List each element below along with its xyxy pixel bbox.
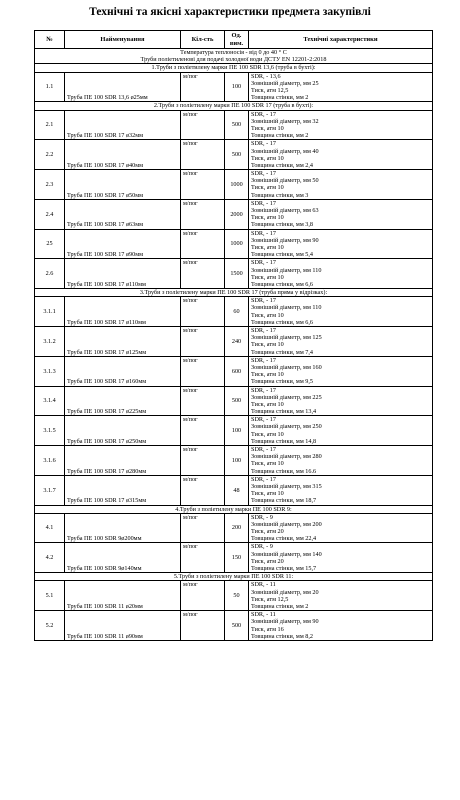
item-number: 3.1.4 bbox=[35, 386, 65, 416]
header-specifications: Технічні характеристики bbox=[249, 31, 433, 49]
table-row bbox=[35, 581, 433, 611]
spec-line: Тиск, атм 10 bbox=[251, 311, 284, 319]
item-specifications bbox=[249, 386, 433, 416]
item-specifications bbox=[249, 170, 433, 200]
spec-line: Зовнішній діаметр, мм 200 bbox=[251, 520, 322, 528]
item-name: Труба ПЕ 100 SDR 9ø140мм bbox=[65, 543, 181, 573]
item-name: Труба ПЕ 100 SDR 17 ø125мм bbox=[65, 327, 181, 357]
spec-line: SDR, - 17 bbox=[251, 356, 276, 364]
section-title-row bbox=[35, 573, 433, 581]
specification-table bbox=[34, 30, 433, 641]
spec-line: Товщина стінки, мм 2 bbox=[251, 602, 309, 610]
item-name: Труба ПЕ 100 SDR 17 ø32мм bbox=[65, 110, 181, 140]
item-specifications bbox=[249, 199, 433, 229]
item-specifications bbox=[249, 356, 433, 386]
item-number: 5.1 bbox=[35, 581, 65, 611]
spec-line: SDR, - 9 bbox=[251, 543, 273, 551]
spec-line: Товщина стінки, мм 6,6 bbox=[251, 318, 314, 326]
item-specifications bbox=[249, 543, 433, 573]
document-title: Технічні та якісні характеристики предмета закупівлі bbox=[89, 6, 371, 18]
item-specifications bbox=[249, 110, 433, 140]
table-row bbox=[35, 229, 433, 259]
item-unit: м/пог bbox=[181, 229, 225, 259]
item-unit: м/пог bbox=[181, 446, 225, 476]
note-row bbox=[35, 49, 433, 64]
spec-line: Товщина стінки, мм 2 bbox=[251, 132, 309, 140]
item-name: Труба ПЕ 100 SDR 17 ø160мм bbox=[65, 356, 181, 386]
item-name: Труба ПЕ 100 SDR 11 ø20мм bbox=[65, 581, 181, 611]
spec-line: Товщина стінки, мм 14,8 bbox=[251, 437, 317, 445]
table-row bbox=[35, 199, 433, 229]
spec-line: Зовнішній діаметр, мм 125 bbox=[251, 334, 322, 342]
item-quantity: 500 bbox=[225, 386, 249, 416]
item-number: 2.4 bbox=[35, 199, 65, 229]
spec-line: Товщина стінки, мм 2 bbox=[251, 94, 309, 102]
spec-line: Зовнішній діаметр, мм 90 bbox=[251, 236, 319, 244]
spec-line: SDR, - 17 bbox=[251, 170, 276, 178]
spec-line: Тиск, атм 10 bbox=[251, 490, 284, 498]
spec-line: Зовнішній діаметр, мм 25 bbox=[251, 79, 319, 87]
spec-line: Тиск, атм 20 bbox=[251, 557, 284, 565]
table-header-row bbox=[35, 31, 433, 49]
spec-line: Тиск, атм 10 bbox=[251, 400, 284, 408]
spec-line: Тиск, атм 12,5 bbox=[251, 86, 289, 94]
item-unit: м/пог bbox=[181, 140, 225, 170]
spec-line: Тиск, атм 10 bbox=[251, 371, 284, 379]
item-quantity: 500 bbox=[225, 140, 249, 170]
item-name: Труба ПЕ 100 SDR 17 ø110мм bbox=[65, 297, 181, 327]
spec-line: Зовнішній діаметр, мм 110 bbox=[251, 266, 322, 274]
item-number: 3.1.7 bbox=[35, 475, 65, 505]
spec-line: Зовнішній діаметр, мм 110 bbox=[251, 304, 322, 312]
header-unit: Од. вим. bbox=[225, 31, 249, 49]
item-unit: м/пог bbox=[181, 356, 225, 386]
item-number: 2.2 bbox=[35, 140, 65, 170]
item-quantity: 48 bbox=[225, 475, 249, 505]
item-unit: м/пог bbox=[181, 170, 225, 200]
spec-line: SDR, - 17 bbox=[251, 199, 276, 207]
item-name: Труба ПЕ 100 SDR 17 ø63мм bbox=[65, 199, 181, 229]
spec-line: SDR, - 17 bbox=[251, 327, 276, 335]
spec-line: Товщина стінки, мм 6,6 bbox=[251, 280, 314, 288]
item-number: 2.1 bbox=[35, 110, 65, 140]
section-title: 1.Труби з поліетилену марки ПЕ 100 SDR 13,6 (труба в бухті): bbox=[35, 64, 433, 72]
item-quantity: 200 bbox=[225, 513, 249, 543]
item-quantity: 1000 bbox=[225, 229, 249, 259]
item-number: 25 bbox=[35, 229, 65, 259]
spec-line: Тиск, атм 20 bbox=[251, 528, 284, 536]
table-row bbox=[35, 140, 433, 170]
section-title: 5.Труби з поліетилену марки ПЕ 100 SDR 11: bbox=[35, 573, 433, 581]
spec-line: Товщина стінки, мм 16.6 bbox=[251, 467, 317, 475]
item-name: Труба ПЕ 100 SDR 13,6 ø25мм bbox=[65, 72, 181, 102]
item-specifications bbox=[249, 416, 433, 446]
spec-line: Тиск, атм 12,5 bbox=[251, 595, 289, 603]
item-unit: м/пог bbox=[181, 110, 225, 140]
table-row bbox=[35, 259, 433, 289]
item-unit: м/пог bbox=[181, 72, 225, 102]
item-number: 4.2 bbox=[35, 543, 65, 573]
note-cell bbox=[35, 49, 433, 64]
item-number: 3.1.3 bbox=[35, 356, 65, 386]
item-number: 2.3 bbox=[35, 170, 65, 200]
item-number: 3.1.5 bbox=[35, 416, 65, 446]
table-body bbox=[35, 49, 433, 641]
item-name: Труба ПЕ 100 SDR 17 ø40мм bbox=[65, 140, 181, 170]
item-name: Труба ПЕ 100 SDR 17 ø225мм bbox=[65, 386, 181, 416]
item-quantity: 60 bbox=[225, 297, 249, 327]
spec-line: Тиск, атм 10 bbox=[251, 341, 284, 349]
table-row bbox=[35, 72, 433, 102]
spec-line: Тиск, атм 10 bbox=[251, 214, 284, 222]
spec-line: Тиск, атм 16 bbox=[251, 625, 284, 633]
item-quantity: 100 bbox=[225, 416, 249, 446]
item-specifications bbox=[249, 611, 433, 641]
spec-line: Тиск, атм 10 bbox=[251, 124, 284, 132]
item-specifications bbox=[249, 581, 433, 611]
table-row bbox=[35, 297, 433, 327]
spec-line: Тиск, атм 10 bbox=[251, 430, 284, 438]
section-title-row bbox=[35, 289, 433, 297]
item-name: Труба ПЕ 100 SDR 9ø200мм bbox=[65, 513, 181, 543]
note-line: Температура теплоносія - від 0 до 40 ° С bbox=[180, 49, 287, 56]
spec-line: SDR, - 17 bbox=[251, 140, 276, 148]
section-title-row bbox=[35, 102, 433, 110]
spec-line: SDR, - 17 bbox=[251, 110, 276, 118]
spec-line: Товщина стінки, мм 5,4 bbox=[251, 251, 314, 259]
spec-line: Тиск, атм 10 bbox=[251, 154, 284, 162]
item-quantity: 600 bbox=[225, 356, 249, 386]
table-row bbox=[35, 513, 433, 543]
item-name: Труба ПЕ 100 SDR 17 ø250мм bbox=[65, 416, 181, 446]
item-specifications bbox=[249, 259, 433, 289]
spec-line: Тиск, атм 10 bbox=[251, 273, 284, 281]
spec-line: Товщина стінки, мм 2,4 bbox=[251, 161, 314, 169]
spec-line: Тиск, атм 10 bbox=[251, 243, 284, 251]
spec-line: SDR, - 11 bbox=[251, 611, 276, 619]
spec-line: Товщина стінки, мм 13,4 bbox=[251, 408, 317, 416]
spec-line: Зовнішній діаметр, мм 280 bbox=[251, 453, 322, 461]
item-specifications bbox=[249, 513, 433, 543]
item-unit: м/пог bbox=[181, 199, 225, 229]
spec-line: Зовнішній діаметр, мм 250 bbox=[251, 423, 322, 431]
item-specifications bbox=[249, 72, 433, 102]
table-row bbox=[35, 475, 433, 505]
spec-line: Зовнішній діаметр, мм 90 bbox=[251, 618, 319, 626]
item-quantity: 500 bbox=[225, 611, 249, 641]
item-quantity: 100 bbox=[225, 446, 249, 476]
table-row bbox=[35, 327, 433, 357]
table-row bbox=[35, 416, 433, 446]
item-unit: м/пог bbox=[181, 581, 225, 611]
item-quantity: 100 bbox=[225, 72, 249, 102]
section-title-row bbox=[35, 505, 433, 513]
item-name: Труба ПЕ 100 SDR 17 ø90мм bbox=[65, 229, 181, 259]
note-line: Труби поліетиленові для подачі холодної води ДСТУ EN 12201-2:2018 bbox=[140, 56, 327, 64]
item-number: 5.2 bbox=[35, 611, 65, 641]
table-row bbox=[35, 543, 433, 573]
spec-line: Тиск, атм 10 bbox=[251, 184, 284, 192]
section-title: 3.Труби з поліетилену марки ПЕ 100 SDR 17 (труба пряма у відрізках): bbox=[35, 289, 433, 297]
item-name: Труба ПЕ 100 SDR 17 ø110мм bbox=[65, 259, 181, 289]
item-unit: м/пог bbox=[181, 475, 225, 505]
item-name: Труба ПЕ 100 SDR 17 ø280мм bbox=[65, 446, 181, 476]
spec-line: Тиск, атм 10 bbox=[251, 460, 284, 468]
spec-line: Зовнішній діаметр, мм 63 bbox=[251, 207, 319, 214]
item-specifications bbox=[249, 327, 433, 357]
item-quantity: 1500 bbox=[225, 259, 249, 289]
table-row bbox=[35, 386, 433, 416]
spec-line: Зовнішній діаметр, мм 140 bbox=[251, 550, 322, 558]
item-number: 3.1.2 bbox=[35, 327, 65, 357]
spec-line: SDR, - 17 bbox=[251, 259, 276, 267]
item-quantity: 240 bbox=[225, 327, 249, 357]
item-unit: м/пог bbox=[181, 416, 225, 446]
item-unit: м/пог bbox=[181, 513, 225, 543]
section-title: 2.Труби з поліетилену марки ПЕ 100 SDR 17 (труба в бухті): bbox=[35, 102, 433, 110]
spec-line: SDR, - 17 bbox=[251, 416, 276, 424]
item-number: 4.1 bbox=[35, 513, 65, 543]
table-row bbox=[35, 356, 433, 386]
header-number: № bbox=[35, 31, 65, 49]
spec-line: Зовнішній діаметр, мм 160 bbox=[251, 363, 322, 371]
item-unit: м/пог bbox=[181, 611, 225, 641]
spec-line: SDR, - 13,6 bbox=[251, 72, 281, 80]
table-row bbox=[35, 446, 433, 476]
spec-line: SDR, - 9 bbox=[251, 513, 273, 521]
item-unit: м/пог bbox=[181, 386, 225, 416]
item-quantity: 2000 bbox=[225, 199, 249, 229]
item-name: Труба ПЕ 100 SDR 17 ø50мм bbox=[65, 170, 181, 200]
table-row bbox=[35, 611, 433, 641]
spec-line: SDR, - 17 bbox=[251, 475, 276, 483]
spec-line: Зовнішній діаметр, мм 50 bbox=[251, 177, 319, 185]
spec-line: SDR, - 17 bbox=[251, 297, 276, 305]
header-quantity: Кіл-сть bbox=[181, 31, 225, 49]
section-title-row bbox=[35, 64, 433, 72]
item-number: 3.1.6 bbox=[35, 446, 65, 476]
item-quantity: 150 bbox=[225, 543, 249, 573]
item-quantity: 1000 bbox=[225, 170, 249, 200]
spec-line: Зовнішній діаметр, мм 315 bbox=[251, 482, 322, 490]
spec-line: Товщина стінки, мм 18,7 bbox=[251, 497, 317, 505]
item-quantity: 50 bbox=[225, 581, 249, 611]
item-unit: м/пог bbox=[181, 297, 225, 327]
spec-line: SDR, - 11 bbox=[251, 581, 276, 589]
spec-line: Зовнішній діаметр, мм 20 bbox=[251, 588, 319, 596]
spec-line: Товщина стінки, мм 15,7 bbox=[251, 565, 317, 573]
spec-line: Товщина стінки, мм 8,2 bbox=[251, 632, 314, 640]
spec-line: Товщина стінки, мм 9,5 bbox=[251, 378, 314, 386]
spec-line: Товщина стінки, мм 3 bbox=[251, 191, 309, 199]
item-number: 3.1.1 bbox=[35, 297, 65, 327]
spec-line: Зовнішній діаметр, мм 32 bbox=[251, 117, 319, 125]
item-unit: м/пог bbox=[181, 543, 225, 573]
spec-line: Зовнішній діаметр, мм 225 bbox=[251, 393, 322, 401]
item-quantity: 500 bbox=[225, 110, 249, 140]
item-specifications bbox=[249, 140, 433, 170]
spec-line: SDR, - 17 bbox=[251, 386, 276, 394]
item-specifications bbox=[249, 446, 433, 476]
item-number: 2.6 bbox=[35, 259, 65, 289]
header-name: Найменування bbox=[65, 31, 181, 49]
table-row bbox=[35, 170, 433, 200]
item-specifications bbox=[249, 297, 433, 327]
spec-line: SDR, - 17 bbox=[251, 229, 276, 237]
item-specifications bbox=[249, 229, 433, 259]
spec-line: Товщина стінки, мм 22,4 bbox=[251, 535, 317, 543]
item-name: Труба ПЕ 100 SDR 17 ø315мм bbox=[65, 475, 181, 505]
table-row bbox=[35, 110, 433, 140]
spec-line: Товщина стінки, мм 7,4 bbox=[251, 348, 314, 356]
spec-line: SDR, - 17 bbox=[251, 446, 276, 454]
spec-line: Товщина стінки, мм 3,8 bbox=[251, 221, 314, 229]
spec-line: Зовнішній діаметр, мм 40 bbox=[251, 147, 319, 155]
item-specifications bbox=[249, 475, 433, 505]
item-unit: м/пог bbox=[181, 259, 225, 289]
section-title: 4.Труби з поліетилену марки ПЕ 100 SDR 9: bbox=[35, 505, 433, 513]
item-unit: м/пог bbox=[181, 327, 225, 357]
item-name: Труба ПЕ 100 SDR 11 ø90мм bbox=[65, 611, 181, 641]
item-number: 1.1 bbox=[35, 72, 65, 102]
